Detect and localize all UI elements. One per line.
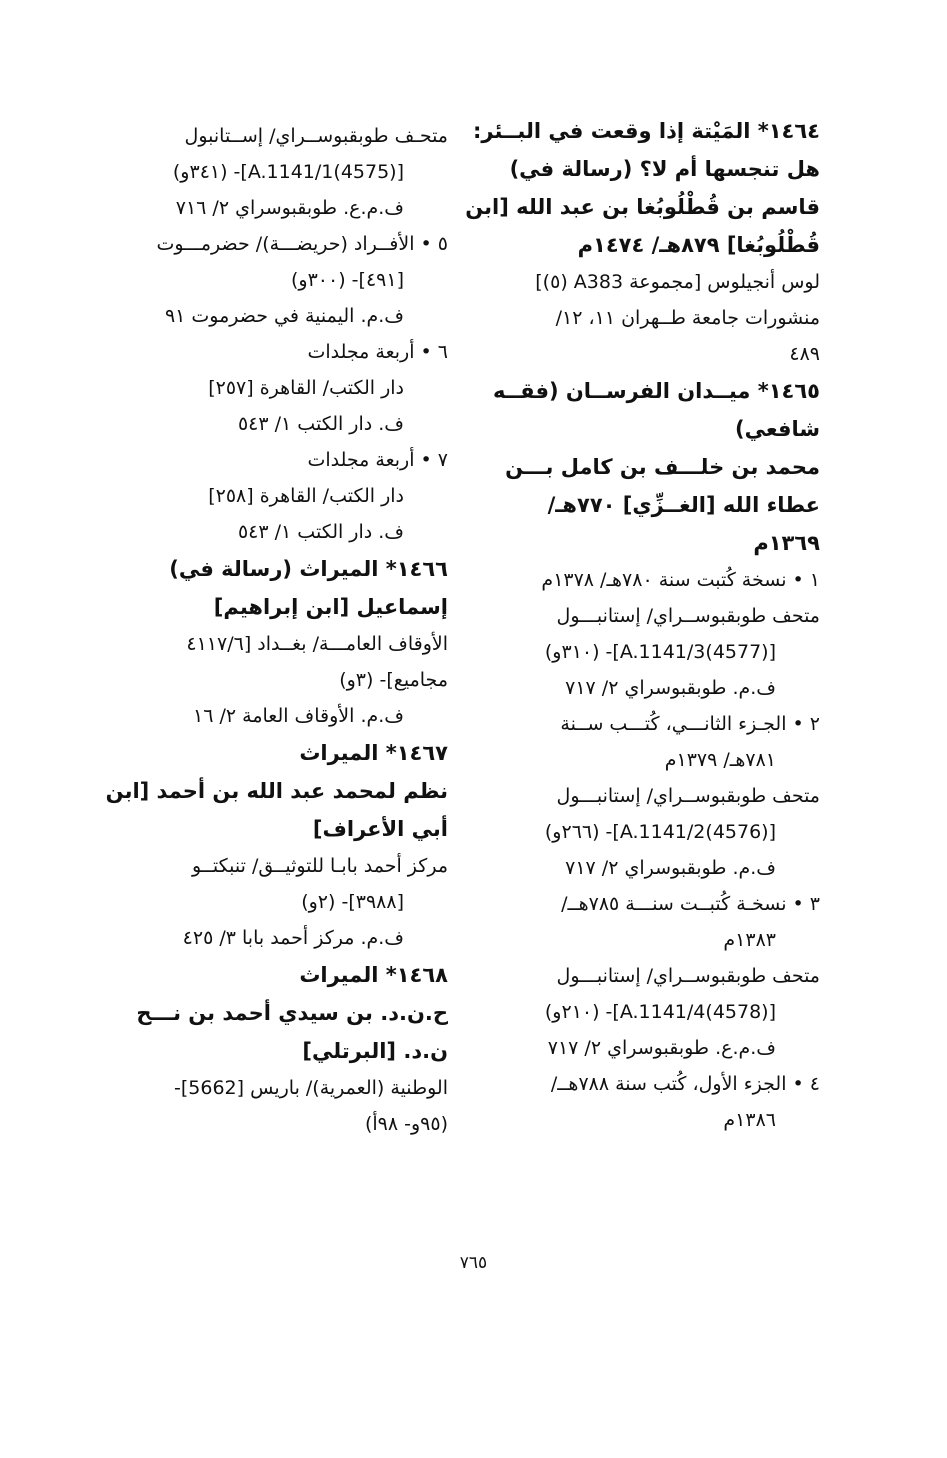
entry-line: (٩٥و- ٩٨أ) xyxy=(364,1113,448,1135)
entry-heading-line: ١٤٦٤* المَيْتة إذا وقعت في البــئر: xyxy=(473,119,820,143)
entry-line: ١ • نسخة كُتبت سنة ٧٨٠هـ/ ١٣٧٨م xyxy=(541,569,820,591)
entry-line: ١٣٨٣م xyxy=(723,929,776,951)
entry-line: ٧٨١هـ/ ١٣٧٩م xyxy=(664,749,776,771)
entry-line: الأوقاف العامـــة/ بغــداد [٤١١٧/٦ xyxy=(186,633,448,655)
entry-line: [٤٩١]- (٣٠٠و) xyxy=(291,269,404,291)
entry-line: ف. دار الكتب ١/ ٥٤٣ xyxy=(237,521,404,543)
entry-line: [(4578)A.1141/4]- (٢١٠و) xyxy=(544,1001,776,1023)
entry-heading-line: ١٣٦٩م xyxy=(753,531,820,555)
entry-line: ٥ • الأفــراد (حريضـــة)/ حضرمـــوت xyxy=(156,233,448,255)
entry-line: ٤٨٩ xyxy=(789,343,820,365)
entry-line: مركز أحمد بابـا للتوثيــق/ تنبكتــو xyxy=(191,855,448,877)
entry-heading-line: ن.د. [البرتلي] xyxy=(302,1039,448,1063)
entry-line: ٦ • أربعة مجلدات xyxy=(307,341,448,363)
entry-heading-line: ١٤٦٥* ميــدان الفرســان (فقــه xyxy=(492,379,820,403)
right-column xyxy=(465,112,820,1138)
entry-line: ف.م. طوبقبوسراي ٢/ ٧١٧ xyxy=(565,677,776,699)
entry-line: متحف طوبقبوســراي/ إستانبـــول xyxy=(556,965,820,987)
entry-line: متحف طوبقبوســراي/ إستانبـــول xyxy=(556,605,820,627)
entry-line: ف. دار الكتب ١/ ٥٤٣ xyxy=(237,413,404,435)
entry-line: منشورات جامعة طــهران ١١، ١٢/ xyxy=(555,307,820,329)
entry-line: ف.م. مركز أحمد بابا ٣/ ٤٢٥ xyxy=(182,927,404,949)
left-column xyxy=(105,118,448,1142)
entry-line: ف.م.ع. طوبقبوسراي ٢/ ٧١٦ xyxy=(175,197,404,219)
entry-line: ف.م.ع. طوبقبوسراي ٢/ ٧١٧ xyxy=(547,1037,776,1059)
entry-line: مجاميع]- (٣و) xyxy=(339,669,448,691)
page-number: ٧٦٥ xyxy=(459,1253,488,1273)
entry-line: ف.م. اليمنية في حضرموت ٩١ xyxy=(164,305,404,327)
entry-line: ٧ • أربعة مجلدات xyxy=(307,449,448,471)
entry-heading-line: ١٤٦٧* الميراث xyxy=(299,741,448,765)
entry-line: ١٣٨٦م xyxy=(723,1109,776,1131)
entry-heading-line: محمد بن خلـــف بن كامل بـــن xyxy=(505,455,820,479)
entry-line: دار الكتب/ القاهرة [٢٥٨] xyxy=(208,485,404,507)
entry-heading-line: ١٤٦٦* الميراث (رسالة في) xyxy=(169,557,448,581)
entry-heading-line: ١٤٦٨* الميراث xyxy=(299,963,448,987)
entry-heading-line: شافعي) xyxy=(735,417,820,441)
entry-line: [(4576)A.1141/2]- (٢٦٦و) xyxy=(544,821,776,843)
entry-line: ف.م. الأوقاف العامة ٢/ ١٦ xyxy=(193,705,404,727)
entry-heading-line: نظم لمحمد عبد الله بن أحمد [ابن xyxy=(105,779,448,803)
entry-heading-line: قاسم بن قُطْلُوبُغا بن عبد الله [ابن xyxy=(465,195,820,219)
entry-heading-line: أبي الأعراف] xyxy=(312,817,448,841)
entry-line: دار الكتب/ القاهرة [٢٥٧] xyxy=(208,377,404,399)
entry-heading-line: قُطْلُوبُغا] ٨٧٩هـ/ ١٤٧٤م xyxy=(577,233,820,257)
entry-line: لوس أنجيلوس [مجموعة A383 (٥)] xyxy=(535,271,820,293)
entry-line: متحـف طوبقبوســراي/ إســتانبول xyxy=(184,125,448,147)
entry-heading-line: ح.ن.د. بن سيدي أحمد بن نـــح xyxy=(136,1001,448,1025)
entry-heading-line: هل تنجسها أم لا؟ (رسالة في) xyxy=(509,157,820,181)
entry-line: ٣ • نسخـة كُتبــت سنـــة ٧٨٥هــ/ xyxy=(561,893,820,915)
entry-line: ٢ • الجـزء الثانـــي، كُتـــب ســنة xyxy=(560,713,820,735)
entry-line: [(4577)A.1141/3]- (٣١٠و) xyxy=(544,641,776,663)
entry-line: متحف طوبقبوســراي/ إستانبـــول xyxy=(556,785,820,807)
entry-line: [٣٩٨٨]- (٢و) xyxy=(301,891,404,913)
entry-heading-line: عطاء الله [الغــزِّي] ٧٧٠هـ/ xyxy=(547,493,820,517)
entry-line: [(4575)A.1141/1]- (٣٤١و) xyxy=(172,161,404,183)
entry-line: الوطنية (العمرية)/ باريس [5662]- xyxy=(174,1077,448,1099)
entry-line: ٤ • الجزء الأول، كُتب سنة ٧٨٨هــ/ xyxy=(550,1073,820,1095)
entry-line: ف.م. طوبقبوسراي ٢/ ٧١٧ xyxy=(565,857,776,879)
entry-heading-line: إسماعيل [ابن إبراهيم] xyxy=(213,595,448,619)
